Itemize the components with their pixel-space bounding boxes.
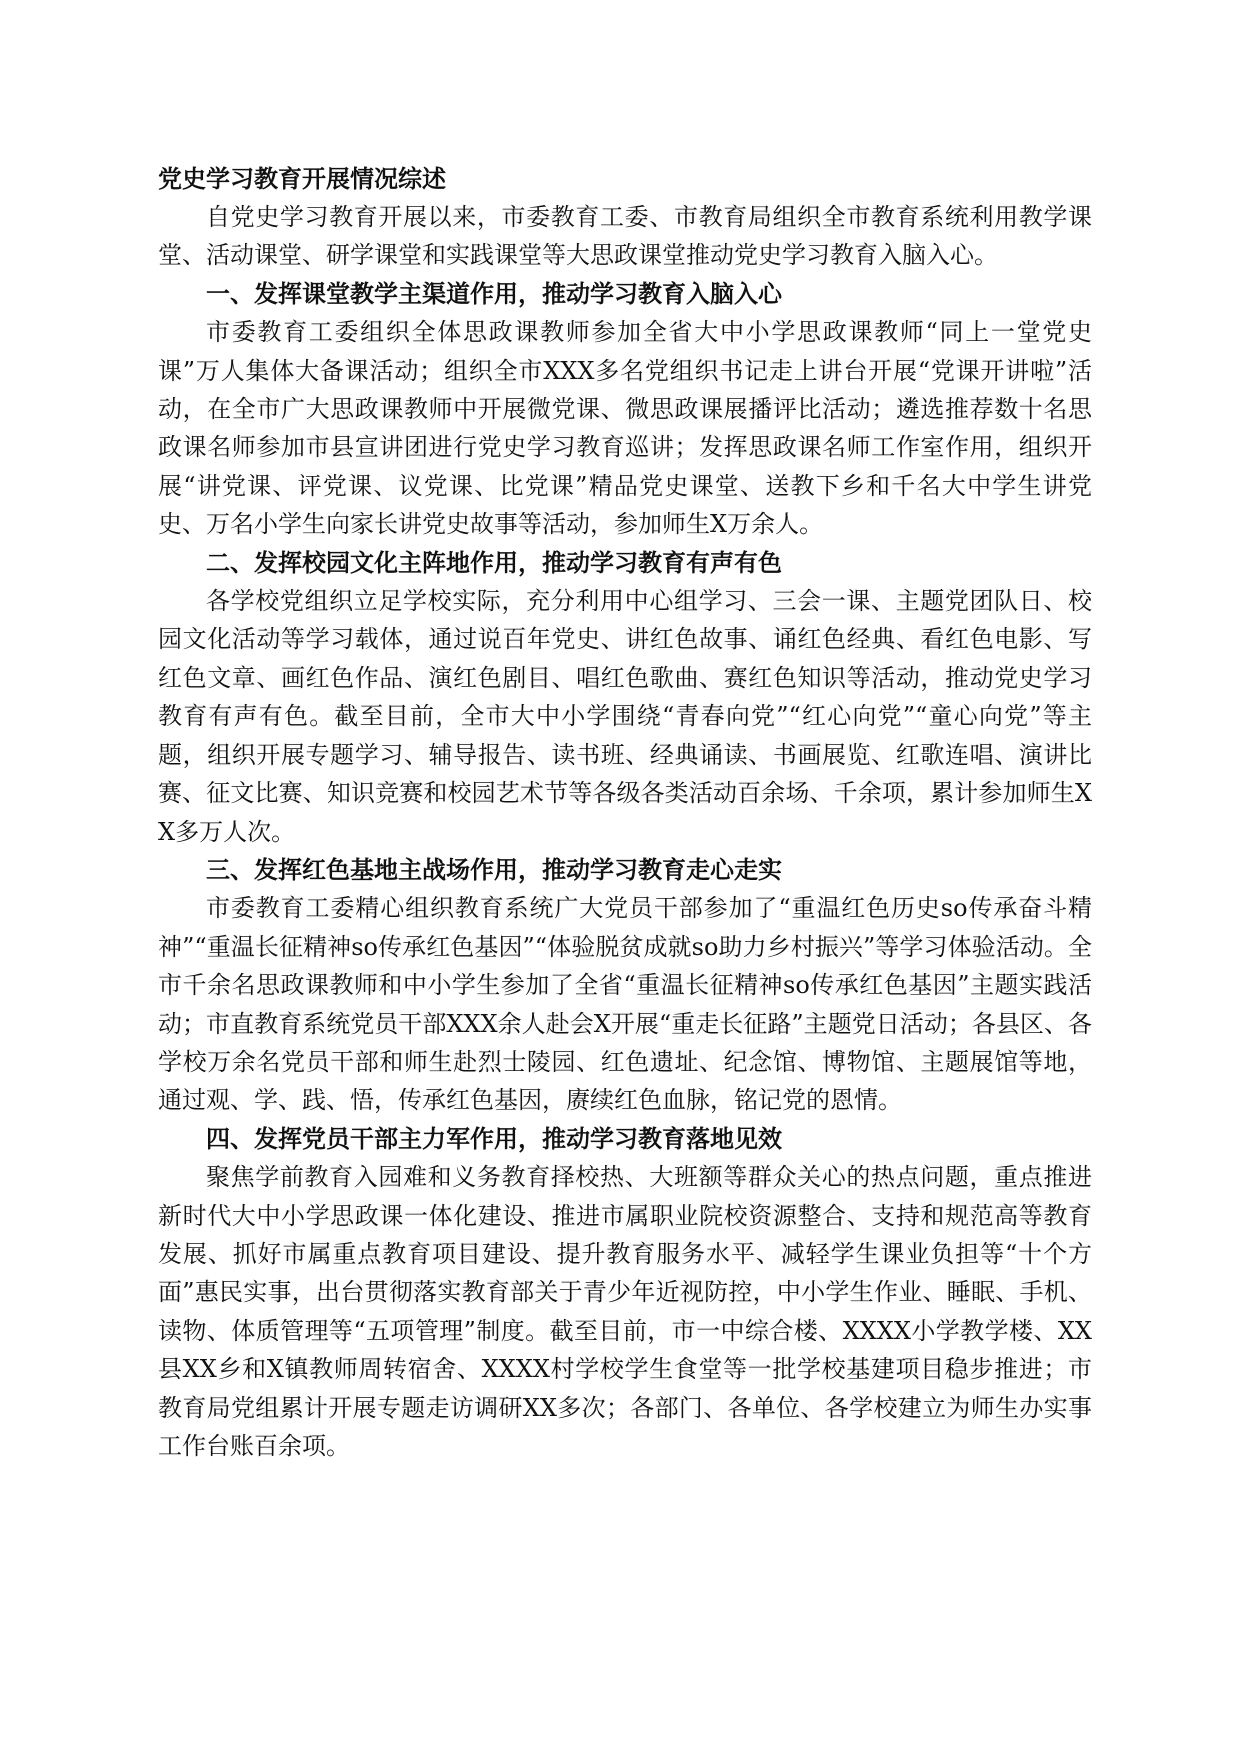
section-2-body: 各学校党组织立足学校实际，充分利用中心组学习、三会一课、主题党团队日、校园文化活动等学习载体，通过说百年党史、讲红色故事、诵红色经典、看红色电影、写红色文章、画红色作品、演红色剧目、唱红色歌曲、赛红色知识等活动，推动党史学习教育有声有色。截至目前，全市大中小学围绕“青春向党”“红心向党”“童心向党”等主题，组织开展专题学习、辅导报告、读书班、经典诵读、书画展览、红歌连唱、演讲比赛、征文比赛、知识竞赛和校园艺术节等各级各类活动百余场、千余项，累计参加师生XX多万人次。 xyxy=(158,587,1092,846)
document-title: 党史学习教育开展情况综述 xyxy=(158,164,446,193)
section-1-body: 市委教育工委组织全体思政课教师参加全省大中小学思政课教师“同上一堂党史课”万人集体大备课活动；组织全市XXX多名党组织书记走上讲台开展“党课开讲啦”活动，在全市广大思政课教师中开展微党课、微思政课展播评比活动；遴选推荐数十名思政课名师参加市县宣讲团进行党史学习教育巡讲；发挥思政课名师工作室作用，组织开展“讲党课、评党课、议党课、比党课”精品党史课堂、送教下乡和千名大中学生讲党史、万名小学生向家长讲党史故事等活动，参加师生X万余人。 xyxy=(158,318,1092,539)
intro-paragraph: 自党史学习教育开展以来，市委教育工委、市教育局组织全市教育系统利用教学课堂、活动课堂、研学课堂和实践课堂等大思政课堂推动党史学习教育入脑入心。 xyxy=(158,203,1092,270)
section-4-heading: 四、发挥党员干部主力军作用，推动学习教育落地见效 xyxy=(206,1123,782,1153)
section-2-heading: 二、发挥校园文化主阵地作用，推动学习教育有声有色 xyxy=(206,547,782,577)
section-1-heading: 一、发挥课堂教学主渠道作用，推动学习教育入脑入心 xyxy=(206,278,782,308)
section-4-body: 聚焦学前教育入园难和义务教育择校热、大班额等群众关心的热点问题，重点推进新时代大中小学思政课一体化建设、推进市属职业院校资源整合、支持和规范高等教育发展、抓好市属重点教育项目建设、提升教育服务水平、减轻学生课业负担等“十个方面”惠民实事，出台贯彻落实教育部关于青少年近视防控，中小学生作业、睡眠、手机、读物、体质管理等“五项管理”制度。截至目前，市一中综合楼、XXXX小学教学楼、XX县XX乡和X镇教师周转宿舍、XXXX村学校学生食堂等一批学校基建项目稳步推进；市教育局党组累计开展专题走访调研XX多次；各部门、各单位、各学校建立为师生办实事工作台账百余项。 xyxy=(158,1163,1092,1460)
document-page xyxy=(158,160,1092,1465)
section-3-body: 市委教育工委精心组织教育系统广大党员干部参加了“重温红色历史so传承奋斗精神”“重温长征精神so传承红色基因”“体验脱贫成就so助力乡村振兴”等学习体验活动。全市千余名思政课教师和中小学生参加了全省“重温长征精神so传承红色基因”主题实践活动；市直教育系统党员干部XXX余人赴会X开展“重走长征路”主题党日活动；各县区、各学校万余名党员干部和师生赴烈士陵园、红色遗址、纪念馆、博物馆、主题展馆等地，通过观、学、践、悟，传承红色基因，赓续红色血脉，铭记党的恩情。 xyxy=(158,894,1092,1115)
section-3-heading: 三、发挥红色基地主战场作用，推动学习教育走心走实 xyxy=(206,854,782,884)
